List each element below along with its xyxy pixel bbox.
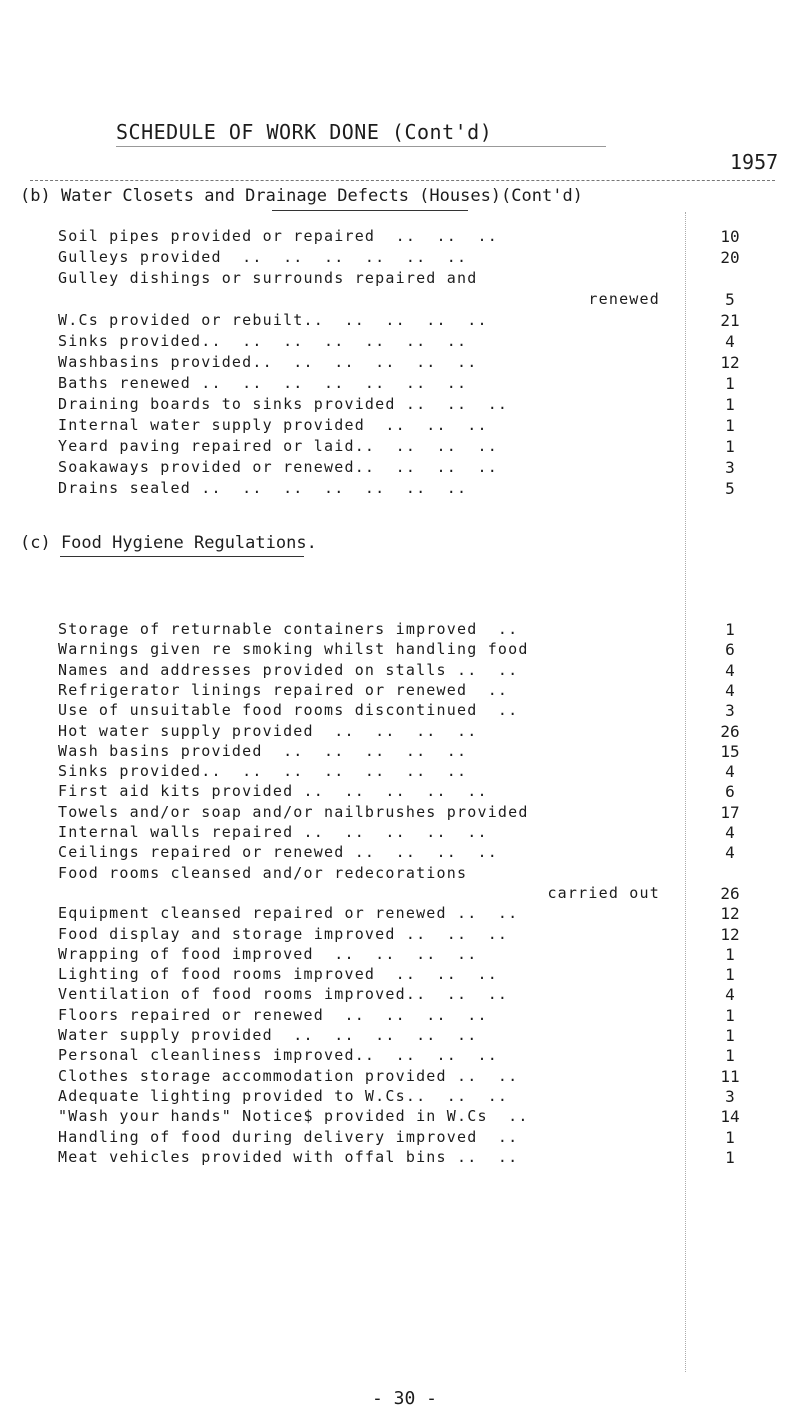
item-count: 4 — [725, 332, 735, 351]
column-top-rule — [30, 180, 775, 181]
item-count: 3 — [725, 1086, 735, 1106]
item-count: 6 — [725, 782, 735, 802]
schedule-row — [0, 843, 800, 863]
schedule-row — [0, 1087, 800, 1107]
item-label: Soil pipes provided or repaired .. .. .. — [58, 227, 498, 245]
item-label: First aid kits provided .. .. .. .. .. — [58, 782, 488, 801]
item-label: Use of unsuitable food rooms discontinued .. — [58, 701, 519, 720]
item-count: 17 — [720, 802, 740, 822]
item-count: 1 — [725, 374, 735, 393]
schedule-row — [0, 374, 800, 394]
item-label: Clothes storage accommodation provided .. .. — [58, 1066, 519, 1085]
item-label: Ceilings repaired or renewed .. .. .. .. — [58, 843, 498, 862]
item-label: carried out — [547, 883, 660, 902]
item-count: 1 — [725, 965, 735, 985]
item-label: Lighting of food rooms improved .. .. .. — [58, 965, 498, 984]
item-count: 5 — [725, 479, 735, 498]
item-count: 26 — [720, 721, 740, 741]
item-count: 26 — [720, 883, 740, 903]
page-heading: SCHEDULE OF WORK DONE (Cont'd) — [116, 120, 493, 144]
section-c-underline — [60, 556, 304, 557]
item-label: Soakaways provided or renewed.. .. .. .. — [58, 458, 498, 476]
item-label: Yeard paving repaired or laid.. .. .. .. — [58, 437, 498, 455]
item-label: Drains sealed .. .. .. .. .. .. .. — [58, 479, 468, 497]
schedule-row — [0, 640, 800, 660]
item-label: Handling of food during delivery improved .. — [58, 1127, 519, 1146]
schedule-row — [0, 803, 800, 823]
item-label: Equipment cleansed repaired or renewed .. .. — [58, 904, 519, 923]
item-label: Wash basins provided .. .. .. .. .. — [58, 741, 468, 760]
item-label: Water supply provided .. .. .. .. .. — [58, 1026, 478, 1044]
schedule-row — [0, 823, 800, 843]
schedule-row — [0, 1067, 800, 1087]
item-count: 4 — [725, 823, 735, 842]
item-label: Internal walls repaired .. .. .. .. .. — [58, 823, 488, 841]
schedule-row — [0, 661, 800, 681]
schedule-row — [0, 353, 800, 373]
schedule-row — [0, 1107, 800, 1127]
item-count: 1 — [725, 437, 735, 456]
item-label: Food rooms cleansed and/or redecorations — [58, 863, 468, 882]
schedule-row — [0, 248, 800, 268]
item-count: 10 — [720, 227, 740, 246]
schedule-row — [0, 1026, 800, 1046]
schedule-row — [0, 742, 800, 762]
item-count: 14 — [720, 1107, 740, 1127]
schedule-row — [0, 227, 800, 247]
item-count: 4 — [725, 660, 735, 680]
item-label: W.Cs provided or rebuilt.. .. .. .. .. — [58, 311, 488, 329]
item-count: 12 — [720, 904, 740, 924]
schedule-row — [0, 437, 800, 457]
heading-underline — [116, 146, 606, 147]
item-label: Wrapping of food improved .. .. .. .. — [58, 944, 478, 963]
item-label: Sinks provided.. .. .. .. .. .. .. — [58, 762, 468, 781]
item-label: Refrigerator linings repaired or renewed .. — [58, 680, 509, 699]
item-label: Towels and/or soap and/or nailbrushes provided — [58, 802, 529, 821]
item-count: 12 — [720, 924, 740, 944]
item-count: 5 — [725, 290, 735, 309]
schedule-row — [0, 701, 800, 721]
section-b-underline — [272, 210, 468, 211]
item-label: Personal cleanliness improved.. .. .. .. — [58, 1046, 498, 1065]
year-label: 1957 — [730, 150, 779, 174]
item-count: 12 — [720, 353, 740, 372]
item-label: Adequate lighting provided to W.Cs.. .. .. — [58, 1086, 509, 1105]
item-count: 1 — [725, 1026, 735, 1045]
item-count: 1 — [725, 416, 735, 435]
item-label: Names and addresses provided on stalls .. .. — [58, 660, 519, 679]
schedule-row — [0, 864, 800, 884]
item-label: Internal water supply provided .. .. .. — [58, 416, 488, 434]
schedule-row — [0, 1148, 800, 1168]
schedule-row — [0, 1046, 800, 1066]
schedule-row — [0, 884, 800, 904]
item-count: 11 — [720, 1066, 740, 1086]
item-label: Warnings given re smoking whilst handling food — [58, 640, 529, 659]
schedule-row — [0, 762, 800, 782]
item-count: 21 — [720, 311, 740, 330]
schedule-row — [0, 311, 800, 331]
schedule-row — [0, 925, 800, 945]
item-label: renewed — [588, 290, 660, 308]
schedule-row — [0, 269, 800, 289]
item-count: 20 — [720, 248, 740, 267]
schedule-row — [0, 965, 800, 985]
schedule-row — [0, 1006, 800, 1026]
item-label: Sinks provided.. .. .. .. .. .. .. — [58, 332, 468, 350]
section-c-title: (c) Food Hygiene Regulations. — [20, 533, 317, 553]
schedule-row — [0, 904, 800, 924]
schedule-row — [0, 722, 800, 742]
schedule-row — [0, 458, 800, 478]
section-b-title: (b) Water Closets and Drainage Defects (Houses)(Cont'd) — [20, 186, 583, 206]
item-count: 4 — [725, 985, 735, 1005]
item-label: Baths renewed .. .. .. .. .. .. .. — [58, 374, 468, 392]
item-count: 4 — [725, 680, 735, 700]
item-count: 3 — [725, 701, 735, 721]
item-label: Hot water supply provided .. .. .. .. — [58, 721, 478, 740]
item-label: "Wash your hands" Notice$ provided in W.Cs .. — [58, 1107, 529, 1126]
schedule-row — [0, 945, 800, 965]
schedule-row — [0, 416, 800, 436]
schedule-row — [0, 479, 800, 499]
schedule-row — [0, 1128, 800, 1148]
item-label: Meat vehicles provided with offal bins .. .. — [58, 1147, 519, 1166]
item-count: 1 — [725, 1005, 735, 1025]
item-count: 1 — [725, 1127, 735, 1147]
schedule-row — [0, 332, 800, 352]
item-label: Floors repaired or renewed .. .. .. .. — [58, 1005, 488, 1024]
item-label: Washbasins provided.. .. .. .. .. .. — [58, 353, 478, 371]
item-label: Storage of returnable containers improved .. — [58, 620, 519, 638]
item-label: Food display and storage improved .. .. .. — [58, 924, 509, 943]
schedule-row — [0, 620, 800, 640]
item-count: 4 — [725, 843, 735, 863]
schedule-row — [0, 985, 800, 1005]
item-count: 1 — [725, 1147, 735, 1167]
item-label: Ventilation of food rooms improved.. .. .. — [58, 985, 509, 1004]
item-count: 4 — [725, 762, 735, 782]
item-label: Draining boards to sinks provided .. .. .. — [58, 395, 509, 413]
item-count: 1 — [725, 395, 735, 414]
item-count: 1 — [725, 944, 735, 964]
item-label: Gulley dishings or surrounds repaired and — [58, 269, 478, 287]
item-count: 3 — [725, 458, 735, 477]
item-count: 1 — [725, 1046, 735, 1066]
schedule-row — [0, 782, 800, 802]
item-count: 1 — [725, 620, 735, 639]
page-number: - 30 - — [372, 1388, 438, 1409]
item-count: 15 — [720, 741, 740, 761]
schedule-row — [0, 681, 800, 701]
schedule-row — [0, 290, 800, 310]
item-label: Gulleys provided .. .. .. .. .. .. — [58, 248, 468, 266]
schedule-row — [0, 395, 800, 415]
item-count: 6 — [725, 640, 735, 660]
